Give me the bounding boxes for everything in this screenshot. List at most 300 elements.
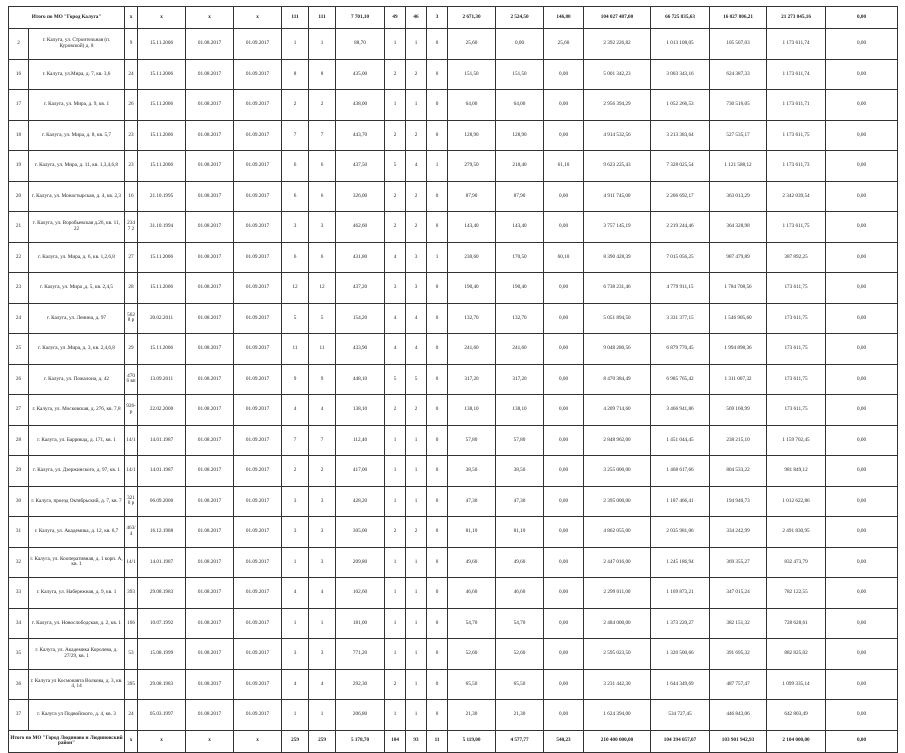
row-number-cell: 2 [9, 29, 29, 60]
cell: 259 [309, 730, 336, 752]
table-cell: 0,00 [826, 486, 898, 517]
table-cell: 2 035 981,06 [651, 517, 710, 548]
table-cell: 6 [309, 181, 336, 212]
cell: 111 [282, 7, 309, 29]
table-cell: 0 [427, 639, 448, 670]
table-cell: 487 757,47 [710, 669, 767, 700]
table-cell: 28 [125, 273, 138, 304]
table-cell: 443,70 [336, 120, 385, 151]
table-cell: 3 757 145,19 [584, 212, 651, 243]
table-cell: 23 [125, 120, 138, 151]
table-cell: 882 825,02 [767, 639, 826, 670]
table-cell: 1 [406, 669, 427, 700]
cell: x [138, 730, 186, 752]
table-cell: 87,90 [496, 181, 544, 212]
table-cell: 24 [125, 59, 138, 90]
table-cell: 1 [282, 547, 309, 578]
table-cell: 1 [406, 578, 427, 609]
table-cell: 5 [406, 364, 427, 395]
table-cell: 06.09.2000 [138, 486, 186, 517]
table-cell: 15.11.2006 [138, 29, 186, 60]
table-cell: 1 [385, 29, 406, 60]
table-cell: 01.09.2017 [234, 425, 282, 456]
table-cell: 0,00 [826, 700, 898, 731]
table-cell: 14.01.1987 [138, 547, 186, 578]
table-cell: 64,00 [496, 90, 544, 121]
table-cell: 105 507,03 [710, 29, 767, 60]
table-cell: 11 [282, 334, 309, 365]
table-cell: 1 [406, 425, 427, 456]
table-cell: 4 [282, 578, 309, 609]
table-cell: 981 849,12 [767, 456, 826, 487]
address-cell: г. Калуга, ул. Мира ,д. 5, кв. 2,4,5 [29, 273, 125, 304]
table-cell: 2 [406, 120, 427, 151]
row-number-cell: 26 [9, 364, 29, 395]
table-cell: 88,70 [336, 29, 385, 60]
table-cell: 4 [385, 334, 406, 365]
table-cell: 1 [282, 700, 309, 731]
table-cell: 417,00 [336, 456, 385, 487]
table-cell: 2 395 000,00 [584, 486, 651, 517]
table-cell: 173 611,75 [767, 395, 826, 426]
table-cell: 138,10 [496, 395, 544, 426]
table-cell: 2 [385, 212, 406, 243]
table-row [9, 456, 898, 487]
cell: 66 725 835,63 [651, 7, 710, 29]
table-cell: 0,00 [544, 547, 584, 578]
table-row [9, 425, 898, 456]
table-cell: 0,00 [544, 90, 584, 121]
table-cell: 1 311 007,32 [710, 364, 767, 395]
table-cell: 3 213 383,64 [651, 120, 710, 151]
row-number-cell: 22 [9, 242, 29, 273]
table-cell: 1 173 611,75 [767, 212, 826, 243]
address-cell: г. Калуга, ул. Воробьевская д.26, кв. 11, 22 [29, 212, 125, 243]
table-cell: 1 [406, 29, 427, 60]
table-cell: 0 [427, 486, 448, 517]
table-cell: 170,50 [496, 242, 544, 273]
table-cell: 01.09.2017 [234, 242, 282, 273]
table-cell: 305,00 [336, 517, 385, 548]
address-cell: г. Калуга, ул. Академика, д. 12, кв. 6,7 [29, 517, 125, 548]
table-cell: 1 173 611,75 [767, 120, 826, 151]
table-cell: 0 [427, 90, 448, 121]
table-row [9, 59, 898, 90]
table-cell: 13.09.2011 [138, 364, 186, 395]
cell: 7 701,10 [336, 7, 385, 29]
table-cell: 0 [427, 29, 448, 60]
table-cell: 143,40 [496, 212, 544, 243]
cell: 146,80 [544, 7, 584, 29]
table-cell: 87,90 [448, 181, 496, 212]
table-cell: 1 [406, 639, 427, 670]
housing-resettlement-table [8, 6, 898, 753]
table-cell: 209,80 [336, 547, 385, 578]
table-cell: 463/4 [125, 517, 138, 548]
row-number-cell: 34 [9, 608, 29, 639]
table-cell: 2 [406, 59, 427, 90]
table-row [9, 151, 898, 182]
table-cell: 12 [282, 273, 309, 304]
row-number-cell: 28 [9, 425, 29, 456]
table-cell: 1 994 898,36 [710, 334, 767, 365]
table-cell: 31.10.1994 [138, 212, 186, 243]
table-row [9, 29, 898, 60]
table-cell: 1 [406, 486, 427, 517]
table-cell: 2 [385, 395, 406, 426]
table-cell: 20.02.2011 [138, 303, 186, 334]
table-cell: 14.01.1987 [138, 425, 186, 456]
table-cell: 173 611,75 [767, 334, 826, 365]
table-cell: 431,80 [336, 242, 385, 273]
row-number-cell: 29 [9, 456, 29, 487]
table-cell: 0,00 [544, 608, 584, 639]
table-row [9, 212, 898, 243]
table-cell: 01.09.2017 [234, 456, 282, 487]
cell: x [125, 7, 138, 29]
table-cell: 01.08.2017 [186, 90, 234, 121]
table-cell: 01.08.2017 [186, 273, 234, 304]
table-cell: 3 [406, 242, 427, 273]
table-cell: 7 [282, 120, 309, 151]
table-cell: 428,20 [336, 486, 385, 517]
table-cell: 4 779 911,15 [651, 273, 710, 304]
address-cell: г. Калуга, ул. Ленина, д. 97 [29, 303, 125, 334]
table-cell: 1 [406, 90, 427, 121]
row-number-cell: 30 [9, 486, 29, 517]
table-cell: 2 [309, 90, 336, 121]
table-cell: 2 392 226,82 [584, 29, 651, 60]
cell: x [186, 730, 234, 752]
table-cell: 0 [427, 700, 448, 731]
table-cell: 21.10.1995 [138, 181, 186, 212]
address-cell: г. Калуга ул Космонавта Волкова, д. 3, кв. 4, 14 [29, 669, 125, 700]
table-cell: 0 [427, 517, 448, 548]
cell: 3 [427, 7, 448, 29]
table-cell: 4706 вп [125, 364, 138, 395]
table-cell: 0,00 [826, 120, 898, 151]
cell: 2 104 000,00 [767, 730, 826, 752]
row-number-cell: 31 [9, 517, 29, 548]
address-cell: г. Калуга, ул. Дзержинского, д. 97, кв. 1 [29, 456, 125, 487]
table-row [9, 364, 898, 395]
table-cell: 2 [385, 59, 406, 90]
table-cell: 181,00 [336, 608, 385, 639]
table-cell: 6 879 770,45 [651, 334, 710, 365]
table-cell: 01.09.2017 [234, 90, 282, 121]
table-cell: 01.08.2017 [186, 334, 234, 365]
table-cell: 0,00 [544, 669, 584, 700]
table-cell: 01.09.2017 [234, 334, 282, 365]
table-cell: 3 [385, 273, 406, 304]
table-cell: 46,60 [496, 578, 544, 609]
table-cell: 1 [309, 29, 336, 60]
table-cell: 2 [406, 395, 427, 426]
cell: 259 [282, 730, 309, 752]
table-cell: 01.09.2017 [234, 547, 282, 578]
table-cell: 1 [406, 456, 427, 487]
cell: x [234, 730, 282, 752]
table-cell: 01.08.2017 [186, 700, 234, 731]
table-cell: 81,10 [496, 517, 544, 548]
table-cell: 0,00 [826, 578, 898, 609]
table-cell: 132,70 [448, 303, 496, 334]
table-cell: 0,00 [544, 364, 584, 395]
table-cell: 166 [125, 608, 138, 639]
header-total-label: Итого по МО "Город Калуга" [9, 7, 125, 29]
table-cell: 194 940,73 [710, 486, 767, 517]
table-cell: 771,20 [336, 639, 385, 670]
table-cell: 01.09.2017 [234, 364, 282, 395]
table-cell: 317,20 [448, 364, 496, 395]
address-cell: г. Калуга, ул. Мира, д. 8, кв. 5,7 [29, 120, 125, 151]
table-cell: 7 328 025,54 [651, 151, 710, 182]
table-cell: 1 159 702,45 [767, 425, 826, 456]
table-row [9, 669, 898, 700]
table-cell: 53 [125, 639, 138, 670]
table-cell: 15.11.2006 [138, 59, 186, 90]
address-cell: г. Калуга, ул .Мира, д. 3, кв. 2,4,6,8 [29, 334, 125, 365]
table-row [9, 639, 898, 670]
table-cell: 0 [427, 578, 448, 609]
table-cell: 15.11.2006 [138, 273, 186, 304]
table-cell: 0,00 [826, 364, 898, 395]
table-cell: 9 [282, 364, 309, 395]
cell: 11 [427, 730, 448, 752]
table-cell: 5 001 342,23 [584, 59, 651, 90]
table-cell: 1 644 349,69 [651, 669, 710, 700]
table-cell: 0,00 [826, 273, 898, 304]
table-cell: 29 [125, 334, 138, 365]
table-cell: 2 [385, 517, 406, 548]
table-cell: 4 862 055,00 [584, 517, 651, 548]
table-cell: 438,00 [336, 90, 385, 121]
row-number-cell: 17 [9, 90, 29, 121]
table-cell: 01.09.2017 [234, 486, 282, 517]
table-cell: 218,40 [496, 151, 544, 182]
table-row [9, 303, 898, 334]
table-cell: 1 173 611,74 [767, 59, 826, 90]
table-cell: 2 219 244,46 [651, 212, 710, 243]
table-cell: 1 373 220,27 [651, 608, 710, 639]
table-cell: 728 628,61 [767, 608, 826, 639]
table-cell: 0,00 [826, 456, 898, 487]
table-cell: 1 [427, 151, 448, 182]
table-cell: 0,00 [544, 395, 584, 426]
row-number-cell: 21 [9, 212, 29, 243]
table-cell: 347 015,24 [710, 578, 767, 609]
address-cell: г. Калуга, ул. Мира, д. 6, кв. 1,2,6,8 [29, 242, 125, 273]
table-row [9, 578, 898, 609]
table-cell: 01.08.2017 [186, 639, 234, 670]
cell: 2 671,30 [448, 7, 496, 29]
cell: 0,00 [826, 730, 898, 752]
table-cell: 0,00 [544, 486, 584, 517]
table-cell: 2 [385, 181, 406, 212]
table-cell: 1 [282, 29, 309, 60]
table-cell: 437,50 [336, 151, 385, 182]
table-cell: 3 331 377,15 [651, 303, 710, 334]
table-cell: 1 099 335,14 [767, 669, 826, 700]
table-cell: 0,00 [826, 547, 898, 578]
table-cell: 1 [385, 425, 406, 456]
cell: 2 524,50 [496, 7, 544, 29]
table-cell: 1 [427, 242, 448, 273]
table-cell: 446 843,06 [710, 700, 767, 731]
table-cell: 2 299 011,00 [584, 578, 651, 609]
table-cell: 29.08.1983 [138, 669, 186, 700]
table-cell: 804 533,22 [710, 456, 767, 487]
table-cell: 782 122,55 [767, 578, 826, 609]
row-number-cell: 33 [9, 578, 29, 609]
table-cell: 15.11.2006 [138, 242, 186, 273]
table-cell: 4 [309, 578, 336, 609]
cell: 21 273 845,16 [767, 7, 826, 29]
table-cell: 01.08.2017 [186, 212, 234, 243]
table-cell: 1 784 708,56 [710, 273, 767, 304]
table-cell: 14.01.1987 [138, 456, 186, 487]
table-row [9, 120, 898, 151]
table-cell: 5628 р [125, 303, 138, 334]
address-cell: г. Калуга, ул. Новослободская, д. 2, кв. 1 [29, 608, 125, 639]
table-cell: 2 [406, 517, 427, 548]
table-cell: 01.08.2017 [186, 303, 234, 334]
table-cell: 2 342 039,54 [767, 181, 826, 212]
table-row [9, 700, 898, 731]
table-cell: 0 [427, 364, 448, 395]
cell: 104 027 487,00 [584, 7, 651, 29]
table-cell: 2347 2 [125, 212, 138, 243]
footer-total-row [9, 730, 898, 752]
table-cell: 01.08.2017 [186, 151, 234, 182]
table-cell: 364 328,98 [710, 212, 767, 243]
table-cell: 1 [406, 547, 427, 578]
table-cell: 527 535,17 [710, 120, 767, 151]
cell: 210 400 000,00 [584, 730, 651, 752]
table-cell: 64,00 [448, 90, 496, 121]
table-cell: 49,60 [496, 547, 544, 578]
table-cell: 15.08.1999 [138, 639, 186, 670]
table-cell: 1 [309, 608, 336, 639]
address-cell: г. Калуга, ул. Кооперативная, д. 1 корп. А, кв. 1 [29, 547, 125, 578]
table-cell: 0 [427, 120, 448, 151]
address-cell: г. Калуга, ул. Академика Королева, д. 27/29, кв. 1 [29, 639, 125, 670]
table-cell: 57,80 [496, 425, 544, 456]
table-cell: 1 [385, 700, 406, 731]
table-cell: 0,00 [544, 120, 584, 151]
table-cell: 173 611,75 [767, 303, 826, 334]
table-cell: 0,00 [826, 90, 898, 121]
table-row [9, 242, 898, 273]
header-total-row [9, 7, 898, 29]
table-cell: 2 956 394,29 [584, 90, 651, 121]
cell: 46 [406, 7, 427, 29]
table-cell: 1 187 466,41 [651, 486, 710, 517]
table-cell: 0,00 [826, 242, 898, 273]
table-cell: 5 [385, 364, 406, 395]
table-cell: 0 [427, 303, 448, 334]
row-number-cell: 16 [9, 59, 29, 90]
table-cell: 0 [427, 456, 448, 487]
cell: 93 [406, 730, 427, 752]
table-cell: 01.09.2017 [234, 59, 282, 90]
table-cell: 3210 р [125, 486, 138, 517]
table-cell: 173 611,75 [767, 273, 826, 304]
table-cell: 60,10 [544, 242, 584, 273]
table-cell: 2 484 000,00 [584, 608, 651, 639]
table-cell: 4 [309, 669, 336, 700]
table-cell: 1 [385, 608, 406, 639]
table-cell: 15.11.2006 [138, 120, 186, 151]
table-cell: 16.12.1988 [138, 517, 186, 548]
table-cell: 16 [125, 181, 138, 212]
table-cell: 2 [282, 90, 309, 121]
address-cell: г. Калуга, проезд Октябрьский, д. 7, кв. 7 [29, 486, 125, 517]
table-cell: 279,50 [448, 151, 496, 182]
table-cell: 01.08.2017 [186, 29, 234, 60]
table-cell: 12 [309, 273, 336, 304]
table-cell: 14/1 [125, 456, 138, 487]
table-cell: 4 209 714,60 [584, 395, 651, 426]
table-cell: 334 242,99 [710, 517, 767, 548]
table-cell: 21,30 [496, 700, 544, 731]
table-cell: 437,20 [336, 273, 385, 304]
table-cell: 2 [282, 456, 309, 487]
table-cell: 15.11.2006 [138, 151, 186, 182]
table-cell: 230,60 [448, 242, 496, 273]
table-cell: 01.09.2017 [234, 517, 282, 548]
table-cell: 0,00 [826, 639, 898, 670]
table-cell: 6 985 765,42 [651, 364, 710, 395]
table-cell: 326,00 [336, 181, 385, 212]
table-cell: 01.09.2017 [234, 181, 282, 212]
table-cell: 01.09.2017 [234, 639, 282, 670]
table-cell: 49,60 [448, 547, 496, 578]
table-cell: 1 [406, 608, 427, 639]
address-cell: г. Калуга, ул. Мира, д. 9, кв. 1 [29, 90, 125, 121]
table-cell: 0 [427, 181, 448, 212]
cell: 111 [309, 7, 336, 29]
table-cell: 241,60 [448, 334, 496, 365]
table-cell: 138,10 [448, 395, 496, 426]
table-cell: 38,50 [448, 456, 496, 487]
table-cell: 25,60 [448, 29, 496, 60]
table-cell: 128,90 [496, 120, 544, 151]
table-cell: 23 [125, 151, 138, 182]
table-cell: 22.02.2000 [138, 395, 186, 426]
table-row [9, 181, 898, 212]
table-cell: 3 466 941,86 [651, 395, 710, 426]
table-cell: 0,00 [544, 425, 584, 456]
table-cell: 6 [282, 242, 309, 273]
table-cell: 435,00 [336, 59, 385, 90]
table-cell: 81,10 [448, 517, 496, 548]
table-cell: 0 [427, 608, 448, 639]
table-cell: 21,30 [448, 700, 496, 731]
cell: 16 027 806,21 [710, 7, 767, 29]
table-cell: 0,00 [544, 212, 584, 243]
table-cell: 4 914 532,56 [584, 120, 651, 151]
address-cell: г. Калуга, ул. Мира, д. 11, кв. 1,3,4,6,8 [29, 151, 125, 182]
table-cell: 7 [309, 425, 336, 456]
table-cell: 1 245 186,94 [651, 547, 710, 578]
table-cell: 3 [309, 212, 336, 243]
table-cell: 0,00 [544, 303, 584, 334]
table-row [9, 517, 898, 548]
table-cell: 4 [282, 669, 309, 700]
table-cell: 3 [309, 639, 336, 670]
table-cell: 3 255 000,00 [584, 456, 651, 487]
